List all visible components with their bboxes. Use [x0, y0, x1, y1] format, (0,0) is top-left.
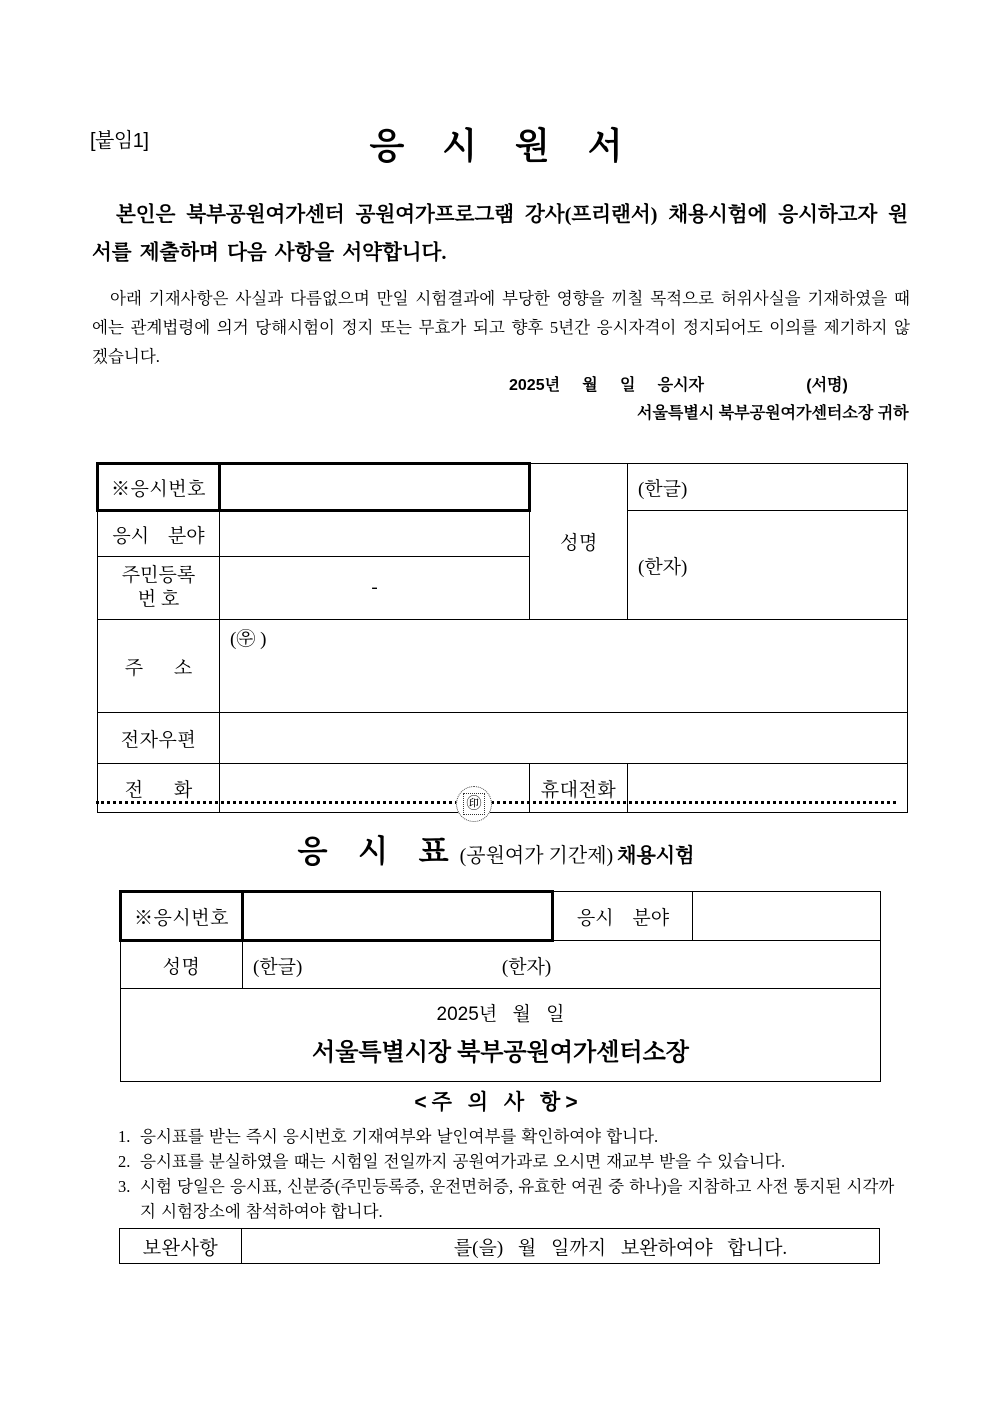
- ticket-field-input[interactable]: [693, 892, 881, 941]
- list-item-number: 2.: [118, 1152, 131, 1171]
- supplement-text[interactable]: 를(을) 월 일까지 보완하여야 합니다.: [242, 1229, 880, 1264]
- rrn-label-line-2: 번 호: [137, 589, 180, 610]
- cut-line-area: [96, 786, 896, 820]
- declaration-paragraph: 아래 기재사항은 사실과 다름없으며 만일 시험결과에 부당한 영향을 끼칠 목적으로 허위사실을 기재하였을 때에는 관계법령에 의거 당해시험이 정지 또는 무효가 되고 향후 5년간 응시자격이 정지되어도 이의를 제기하지 않겠습니다.: [92, 289, 910, 366]
- name-label: 성명: [530, 464, 628, 620]
- table-row: [121, 941, 881, 989]
- ticket-title-sub-bold: 채용시험: [617, 845, 695, 867]
- list-item: [118, 1149, 908, 1174]
- mobile-label: 휴대전화: [530, 764, 628, 813]
- rrn-label-line-1: 주민등록: [121, 565, 196, 586]
- exam-number-input[interactable]: [220, 464, 530, 511]
- exam-field-label: 응시 분야: [98, 511, 220, 557]
- phone-label: 전 화: [98, 764, 220, 813]
- rrn-input[interactable]: -: [220, 557, 530, 620]
- list-item: [118, 1174, 908, 1224]
- ticket-name-inputs[interactable]: [243, 941, 881, 989]
- table-row: [121, 892, 881, 941]
- address-label: 주 소: [98, 620, 220, 713]
- name-hanja-input[interactable]: (한자): [628, 511, 908, 620]
- list-item-number: 3.: [118, 1177, 131, 1196]
- ticket-name-label: 성명: [121, 941, 243, 989]
- table-row: [98, 620, 908, 713]
- ticket-exam-number-label: ※응시번호: [121, 892, 243, 941]
- ticket-title: [0, 826, 992, 871]
- ticket-issuer-name: 서울특별시장 북부공원여가센터소장: [312, 1040, 689, 1066]
- ticket-exam-number-input[interactable]: [243, 892, 553, 941]
- supplement-table: [119, 1228, 880, 1264]
- signature-addressee: 서울특별시 북부공원여가센터소장 귀하: [637, 405, 909, 422]
- oath-paragraph: 본인은 북부공원여가센터 공원여가프로그램 강사(프리랜서) 채용시험에 응시하고자 원서를 제출하며 다음 사항을 서약합니다.: [92, 204, 908, 264]
- seal-stamp-icon: ㊞: [463, 793, 485, 815]
- ticket-issuer-block: [121, 989, 881, 1082]
- ticket-form-table: [119, 890, 881, 1082]
- ticket-title-main: 응 시 표: [297, 834, 460, 869]
- dotted-cut-line: [96, 801, 896, 804]
- email-label: 전자우편: [98, 713, 220, 764]
- page-title: 응 시 원 서: [369, 125, 637, 166]
- rrn-label: [98, 557, 220, 620]
- list-item-number: 1.: [118, 1127, 131, 1146]
- table-row: [98, 464, 908, 511]
- table-row: [98, 713, 908, 764]
- ticket-title-sub: (공원여가 기간제): [459, 845, 614, 867]
- seal-circle-icon: [456, 786, 492, 822]
- cautions-list: [118, 1124, 908, 1224]
- ticket-field-label: 응시 분야: [553, 892, 693, 941]
- table-row: [121, 989, 881, 1082]
- exam-field-input[interactable]: [220, 511, 530, 557]
- ticket-name-hanja-label: (한자): [501, 956, 552, 978]
- list-item-text: 응시표를 분실하였을 때는 시험일 전일까지 공원여가과로 오시면 재교부 받을 수 있습니다.: [140, 1152, 786, 1171]
- document-header: [0, 118, 992, 168]
- ticket-issue-date: 2025년 월 일: [436, 1004, 565, 1025]
- attachment-tag: [붙임1]: [90, 130, 149, 152]
- applicant-form-table: [96, 462, 908, 813]
- list-item-text: 시험 당일은 응시표, 신분증(주민등록증, 운전면허증, 유효한 여권 중 하나)을 지참하고 사전 통지된 시각까지 시험장소에 참석하여야 합니다.: [140, 1177, 895, 1221]
- list-item: [118, 1124, 908, 1149]
- table-row: [98, 511, 908, 557]
- address-input[interactable]: (㉾ ): [220, 620, 908, 713]
- list-item-text: 응시표를 받는 즉시 응시번호 기재여부와 날인여부를 확인하여야 합니다.: [140, 1127, 659, 1146]
- cautions-heading: <주 의 사 항>: [414, 1091, 583, 1114]
- ticket-name-hangul-label: (한글): [253, 956, 303, 978]
- supplement-label: 보완사항: [120, 1229, 242, 1264]
- name-hangul-input[interactable]: (한글): [628, 464, 908, 511]
- signature-date-line: 2025년 월 일 응시자 (서명): [509, 377, 848, 394]
- email-input[interactable]: [220, 713, 908, 764]
- table-row: [120, 1229, 880, 1264]
- exam-number-label: ※응시번호: [98, 464, 220, 511]
